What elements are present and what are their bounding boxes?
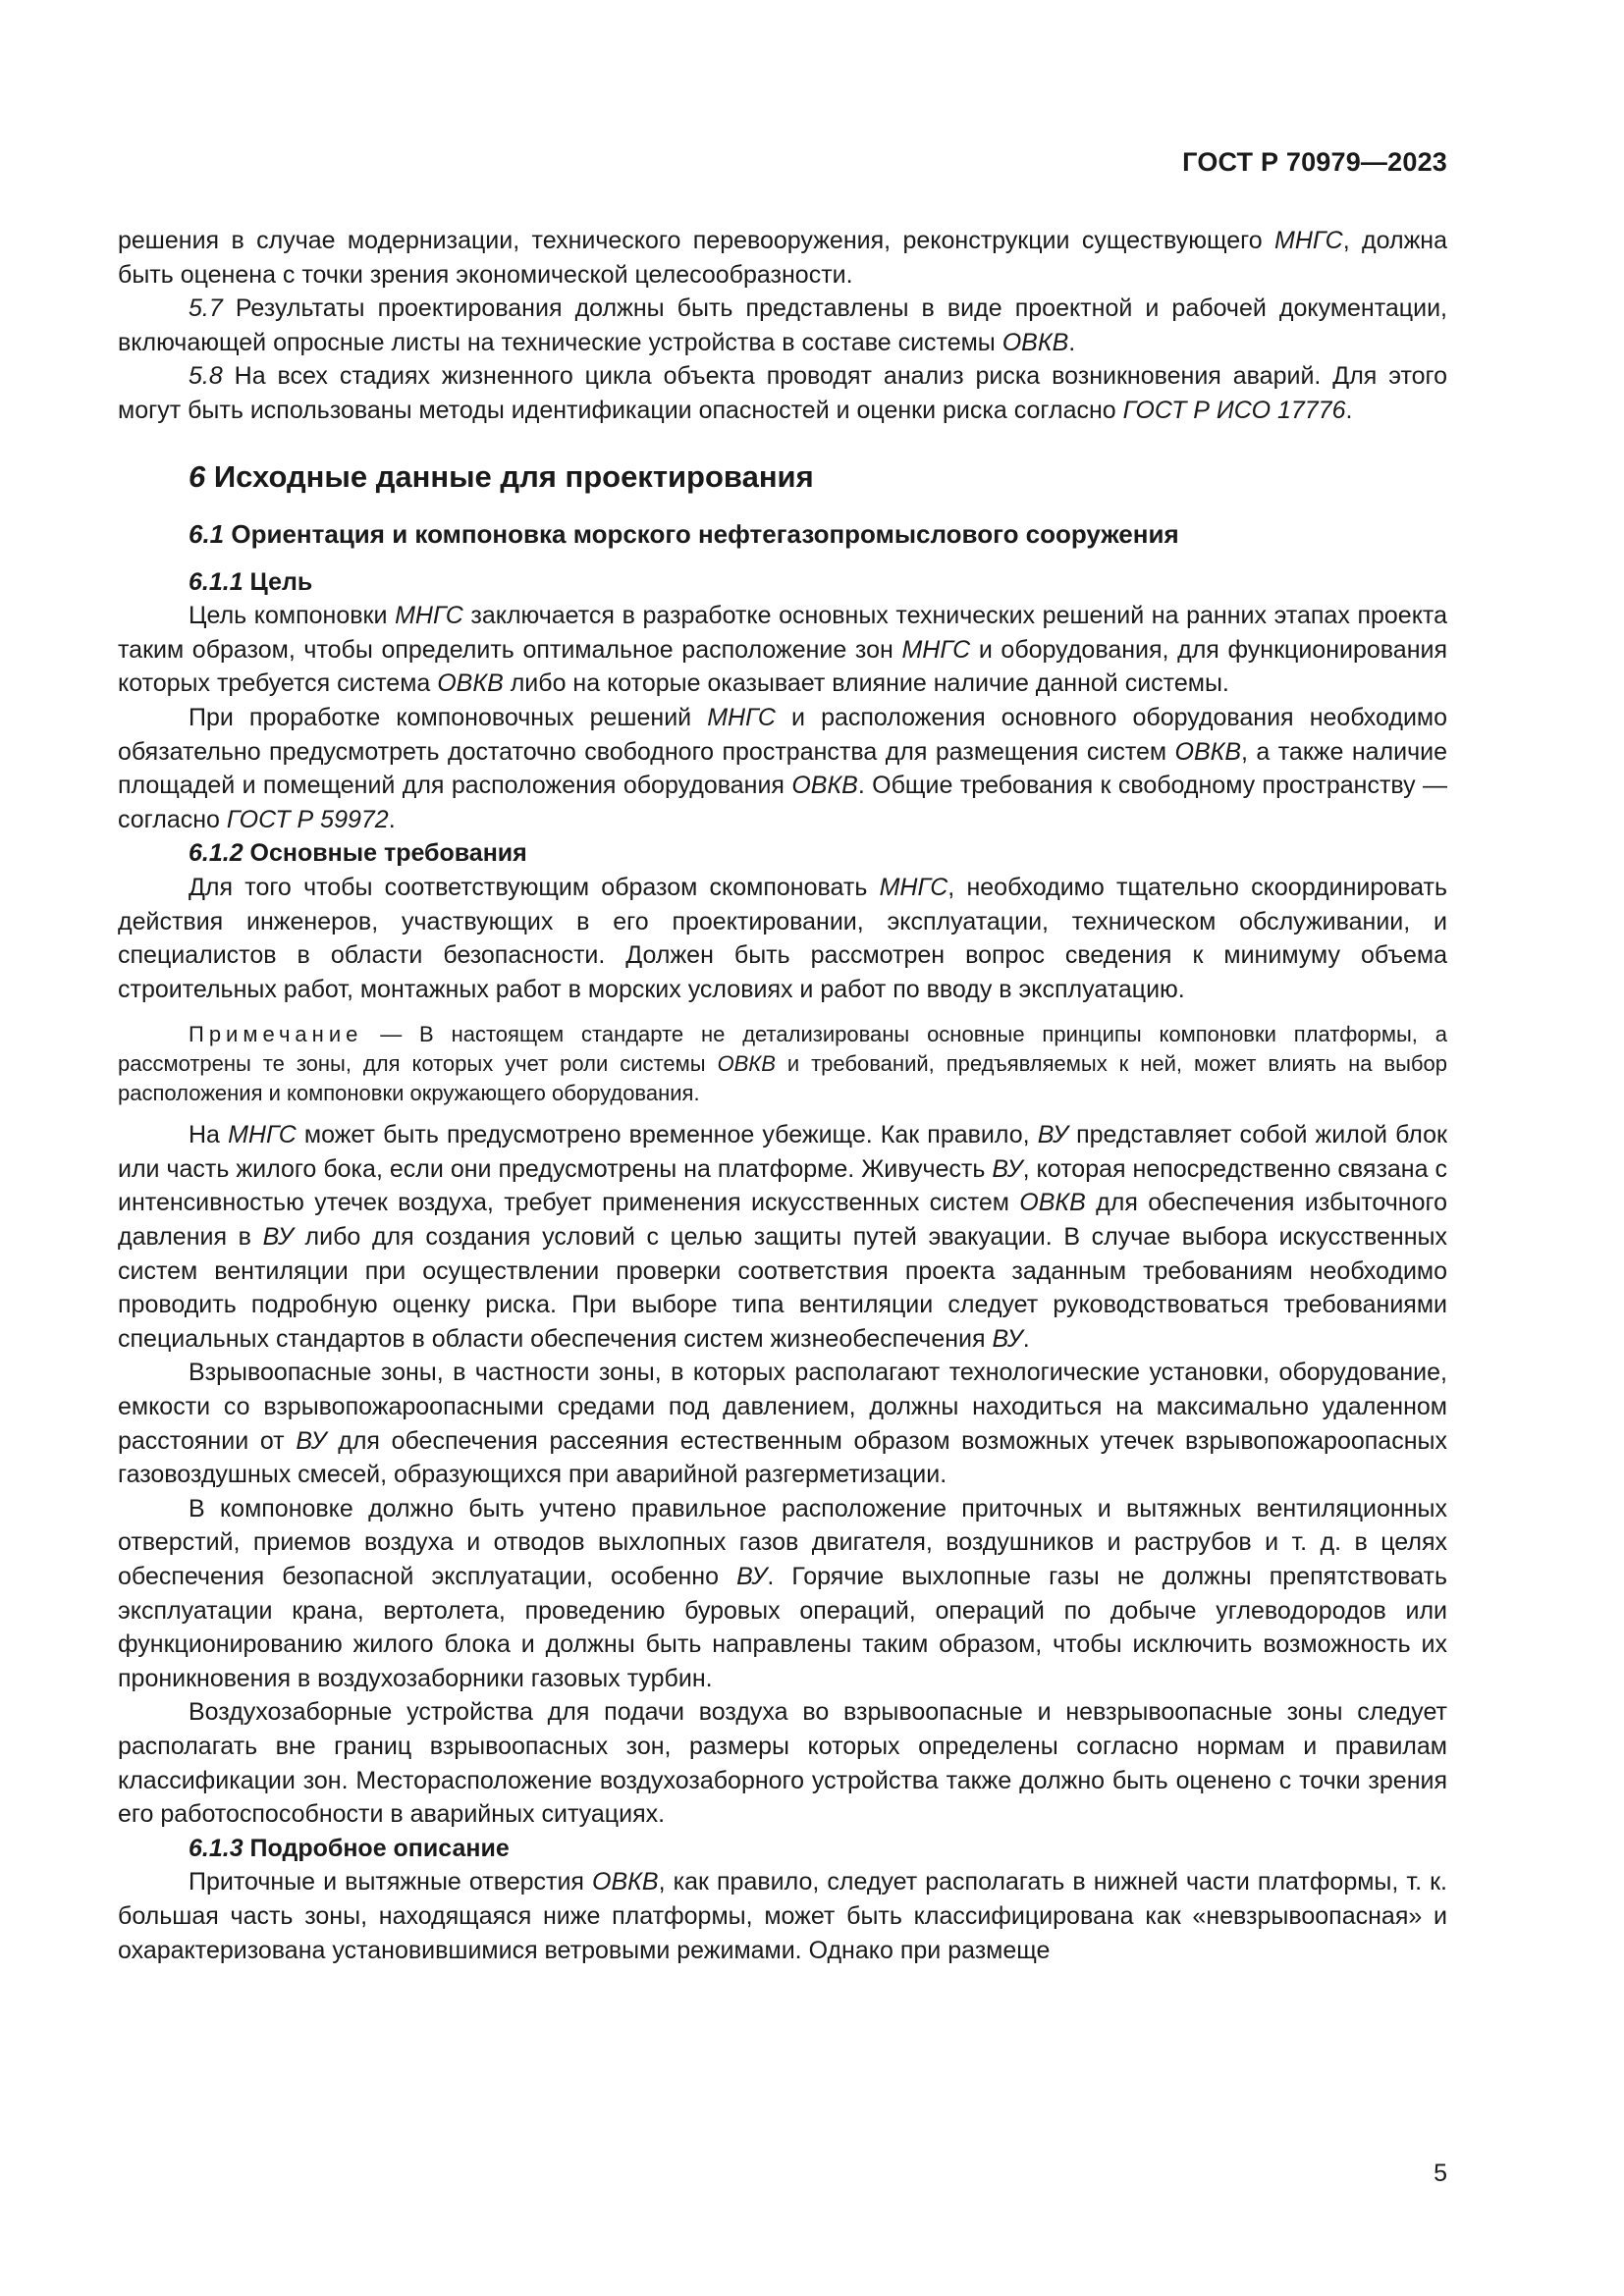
section-6-heading: 6 Исходные данные для проектирования — [189, 458, 814, 494]
subsection-6-1-2-heading: 6.1.2 Основные требования — [189, 839, 527, 868]
paragraph-vent-openings: В компоновке должно быть учтено правильное расположение приточных и вытяжных вентиляционных отверстий, приемов воздуха и отводов выхлопных газов двигателя, воздушников и раструбов и т. д. в целях обеспечения безопасной эксплуатации, особенно ВУ. Горячие выхлопные газы не должны препятствовать эксплуатации крана, вертолета, проведению буровых операций, операций по добыче углеводородов или функционированию жилого блока и должны быть направлены таким образом, чтобы исключить возможность их проникновения в воздухозаборники газовых турбин. — [118, 1494, 1447, 1692]
paragraph-continuation: решения в случае модернизации, технического перевооружения, реконструкции существующего МНГС, должна быть оценена с точки зрения экономической целесообразности. — [118, 227, 1448, 289]
subsection-6-1-3-heading: 6.1.3 Подробное описание — [189, 1834, 510, 1862]
note: Примечание — В настоящем стандарте не детализированы основные принципы компоновки платформы, а рассмотрены те зоны, для которых учет роли системы ОВКВ и требований, предъявляемых к ней, может влиять на выбор расположения и компоновки окружающего оборудования. — [118, 1022, 1447, 1106]
paragraph-air-intakes: Воздухозаборные устройства для подачи воздуха во взрывоопасные и невзрывоопасные зоны следует располагать вне границ взрывоопасных зон, размеры которых определены согласно нормам и правилам классификации зон. Месторасположение воздухозаборного устройства также должно быть оценено с точки зрения его работоспособности в аварийных ситуациях. — [118, 1698, 1447, 1829]
paragraph-temporary-refuge: На МНГС может быть предусмотрено временное убежище. Как правило, ВУ представляет собой жилой блок или часть жилого бока, если они предусмотрены на платформе. Живучесть ВУ, которая непосредственно связана с интенсивностью утечек воздуха, требует применения искусственных систем ОВКВ для обеспечения избыточного давления в ВУ либо для создания условий с целью защиты путей эвакуации. В случае выбора искусственных систем вентиляции при осуществлении проверки соответствия проекта заданным требованиям необходимо проводить подробную оценку риска. При выборе типа вентиляции следует руководствоваться требованиями специальных стандартов в области обеспечения систем жизнеобеспечения ВУ. — [118, 1121, 1448, 1353]
subsection-6-1-1-heading: 6.1.1 Цель — [189, 567, 313, 596]
document-body — [118, 224, 1447, 1967]
section-6-1-heading: 6.1 Ориентация и компоновка морского нефтегазопромыслового сооружения — [189, 518, 1179, 549]
paragraph-purpose: Цель компоновки МНГС заключается в разработке основных технических решений на ранних этапах проекта таким образом, чтобы определить оптимальное расположение зон МНГС и оборудования, для функционирования которых требуется система ОВКВ либо на которые оказывает влияние наличие данной системы. — [118, 602, 1447, 698]
paragraph-5-8: 5.8 На всех стадиях жизненного цикла объекта проводят анализ риска возникновения аварий. Для этого могут быть использованы методы идентификации опасностей и оценки риска согласно ГОСТ Р ИСО 17776. — [118, 362, 1447, 424]
document-code: ГОСТ Р 70979—2023 — [1182, 147, 1447, 177]
paragraph-hazardous-zones: Взрывоопасные зоны, в частности зоны, в которых располагают технологические установки, оборудование, емкости со взрывопожароопасными средами под давлением, должны находиться на максимально удаленном расстоянии от ВУ для обеспечения рассеяния естественным образом возможных утечек взрывопожароопасных газовоздушных смесей, образующихся при аварийной разгерметизации. — [118, 1359, 1447, 1489]
paragraph-main-requirements: Для того чтобы соответствующим образом скомпоновать МНГС, необходимо тщательно скоординировать действия инженеров, участвующих в его проектировании, эксплуатации, техническом обслуживании, и специалистов в области безопасности. Должен быть рассмотрен вопрос сведения к минимуму объема строительных работ, монтажных работ в морских условиях и работ по вводу в эксплуатацию. — [118, 873, 1447, 1003]
paragraph-layout-solutions: При проработке компоновочных решений МНГС и расположения основного оборудования необходимо обязательно предусмотреть достаточно свободного пространства для размещения систем ОВКВ, а также наличие площадей и помещений для расположения оборудования ОВКВ. Общие требования к свободному пространству — согласно ГОСТ Р 59972. — [118, 703, 1448, 833]
paragraph-detailed-description: Приточные и вытяжные отверстия ОВКВ, как правило, следует располагать в нижней части платформы, т. к. большая часть зоны, находящаяся ниже платформы, может быть классифицирована как «невзрывоопасная» и охарактеризована установившимися ветровыми режимами. Однако при размеще — [118, 1868, 1447, 1964]
paragraph-5-7: 5.7 Результаты проектирования должны быть представлены в виде проектной и рабочей документации, включающей опросные листы на технические устройства в составе системы ОВКВ. — [118, 294, 1447, 356]
page-number: 5 — [1434, 2160, 1447, 2187]
note-label: Примечание — [189, 1022, 363, 1047]
